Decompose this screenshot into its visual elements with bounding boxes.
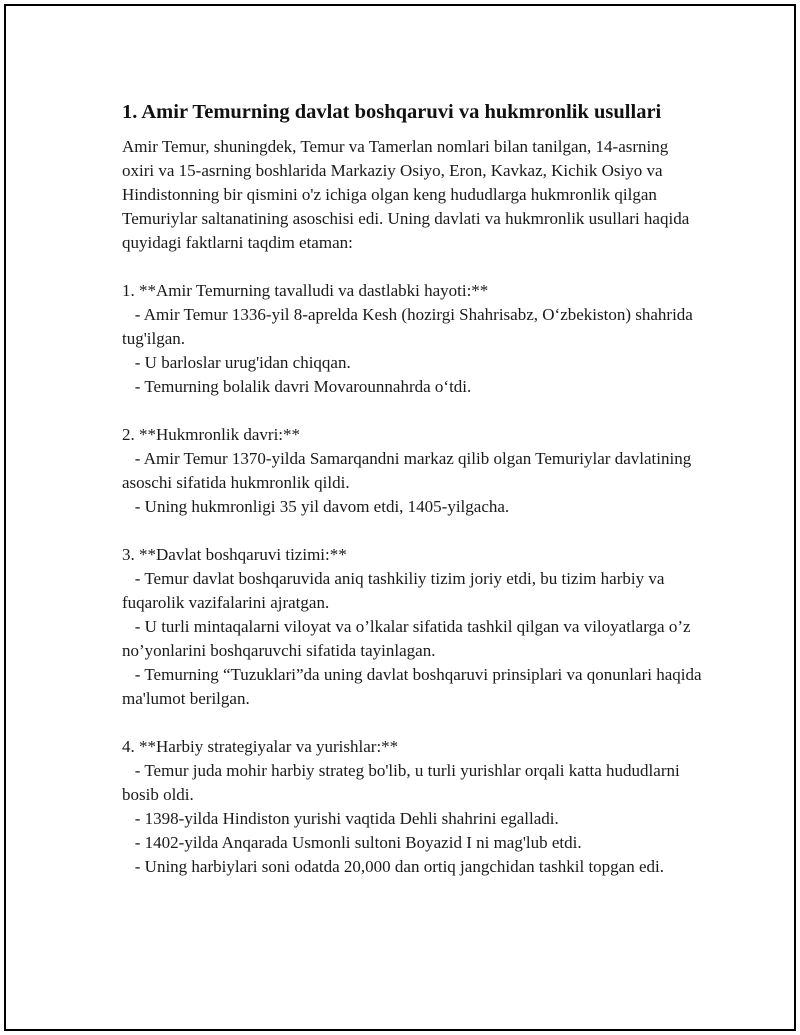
- list-item: - Temur davlat boshqaruvida aniq tashkiliy tizim joriy etdi, bu tizim harbiy va fuqarolik vazifalarini ajratgan.: [122, 569, 669, 612]
- section-gap: [122, 711, 702, 735]
- list-item: - 1402-yilda Anqarada Usmonli sultoni Boyazid I ni mag'lub etdi.: [122, 833, 582, 852]
- document-body: [122, 99, 706, 879]
- list-item: - Temur juda mohir harbiy strateg bo'lib, u turli yurishlar orqali katta hududlarni bosib oldi.: [122, 761, 684, 804]
- list-item: - Uning harbiylari soni odatda 20,000 dan ortiq jangchidan tashkil topgan edi.: [122, 857, 664, 876]
- list-item: - Amir Temur 1336-yil 8-aprelda Kesh (hozirgi Shahrisabz, O‘zbekiston) shahrida tug'ilgan.: [122, 305, 698, 348]
- section-gap: [122, 519, 702, 543]
- section-heading: 1. **Amir Temurning tavalludi va dastlabki hayoti:**: [122, 281, 489, 300]
- intro-paragraph: Amir Temur, shuningdek, Temur va Tamerlan nomlari bilan tanilgan, 14-asrning oxiri va 15-asrning boshlarida Markaziy Osiyo, Eron, Kavkaz, Kichik Osiyo va Hindistonning bir qismini o'z ichiga olgan keng hududlarga hukmronlik qilgan Temuriylar saltanatining asoschisi edi. Uning davlati va hukmronlik usullari haqida quyidagi faktlarni taqdim etaman:: [122, 137, 694, 252]
- list-item: - Temurning “Tuzuklari”da uning davlat boshqaruvi prinsiplari va qonunlari haqida ma'lumot berilgan.: [122, 665, 706, 708]
- section-military: [122, 735, 702, 879]
- list-item: - Amir Temur 1370-yilda Samarqandni markaz qilib olgan Temuriylar davlatining asoschi sifatida hukmronlik qildi.: [122, 449, 696, 492]
- section-reign: [122, 423, 702, 519]
- list-item: - U turli mintaqalarni viloyat va o’lkalar sifatida tashkil qilgan va viloyatlarga o’z no’yonlarini boshqaruvchi sifatida tayinlagan.: [122, 617, 695, 660]
- list-item: - Uning hukmronligi 35 yil davom etdi, 1405-yilgacha.: [122, 497, 510, 516]
- section-heading: 4. **Harbiy strategiyalar va yurishlar:**: [122, 737, 399, 756]
- section-governance: [122, 543, 706, 711]
- section-heading: 2. **Hukmronlik davri:**: [122, 425, 301, 444]
- section-heading: 3. **Davlat boshqaruvi tizimi:**: [122, 545, 347, 564]
- section-birth: [122, 279, 702, 399]
- section-gap: [122, 399, 702, 423]
- page-frame: [4, 4, 796, 1031]
- list-item: - Temurning bolalik davri Movarounnahrda o‘tdi.: [122, 377, 472, 396]
- document-title: 1. Amir Temurning davlat boshqaruvi va hukmronlik usullari: [122, 101, 662, 123]
- list-item: - U barloslar urug'idan chiqqan.: [122, 353, 351, 372]
- section-gap: [122, 255, 702, 279]
- list-item: - 1398-yilda Hindiston yurishi vaqtida Dehli shahrini egalladi.: [122, 809, 559, 828]
